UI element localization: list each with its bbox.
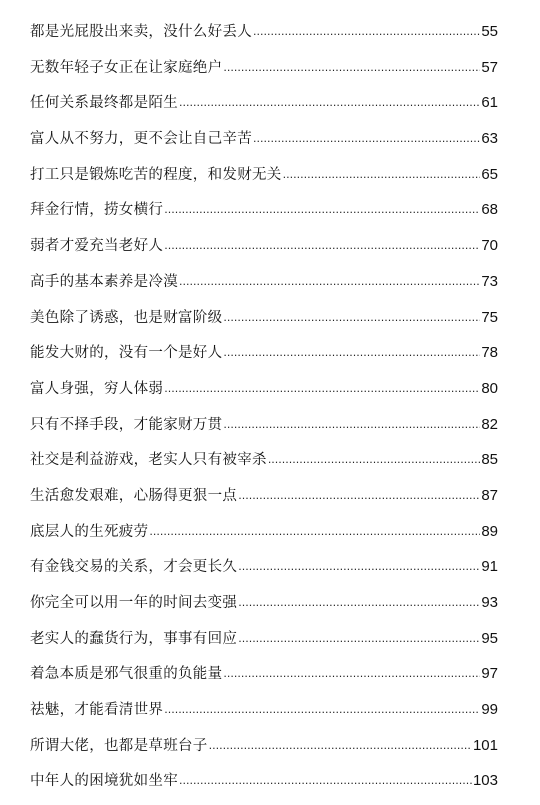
toc-entry-page: 97 <box>481 665 498 683</box>
toc-entry-page: 61 <box>481 94 498 112</box>
toc-dot-leader <box>209 728 472 764</box>
toc-entry[interactable] <box>30 264 498 300</box>
toc-entry[interactable] <box>30 656 498 692</box>
toc-entry-page: 99 <box>481 701 498 719</box>
toc-entry-page: 89 <box>481 522 498 540</box>
toc-entry-title: 都是光屁股出来卖，没什么好丢人 <box>30 24 252 40</box>
toc-entry[interactable] <box>30 728 498 764</box>
toc-dot-leader <box>223 300 480 336</box>
toc-dot-leader <box>238 549 480 585</box>
toc-entry-title: 美色除了诱惑，也是财富阶级 <box>30 309 223 326</box>
toc-entry[interactable] <box>30 85 498 121</box>
toc-dot-leader <box>164 192 480 228</box>
toc-entry-title: 底层人的生死疲劳 <box>30 523 149 540</box>
toc-entry-page: 91 <box>481 558 498 576</box>
toc-entry[interactable] <box>30 121 498 157</box>
table-of-contents <box>30 14 498 799</box>
toc-entry-title: 打工只是锻炼吃苦的程度，和发财无关 <box>30 166 282 183</box>
toc-entry-page: 73 <box>481 272 498 290</box>
toc-entry-title: 高手的基本素养是冷漠 <box>30 273 178 290</box>
toc-dot-leader <box>253 14 480 50</box>
toc-entry[interactable] <box>30 14 498 50</box>
toc-entry[interactable] <box>30 442 498 478</box>
toc-entry-title: 所谓大佬，也都是草班台子 <box>30 737 208 754</box>
toc-entry[interactable] <box>30 621 498 657</box>
toc-entry-page: 80 <box>481 379 498 397</box>
toc-entry[interactable] <box>30 371 498 407</box>
toc-entry-page: 82 <box>481 415 498 433</box>
toc-entry-title: 你完全可以用一年的时间去变强 <box>30 595 238 611</box>
toc-entry[interactable] <box>30 192 498 228</box>
toc-dot-leader <box>149 514 480 550</box>
toc-entry-page: 55 <box>481 23 498 40</box>
toc-entry-page: 78 <box>481 344 498 362</box>
toc-dot-leader <box>238 621 480 657</box>
toc-entry-title: 富人身强，穷人体弱 <box>30 380 164 397</box>
toc-entry-title: 社交是利益游戏，老实人只有被宰杀 <box>30 452 267 469</box>
toc-entry[interactable] <box>30 300 498 336</box>
toc-entry-page: 68 <box>481 201 498 219</box>
toc-entry-page: 93 <box>481 594 498 611</box>
toc-entry-page: 85 <box>481 451 498 469</box>
toc-entry-title: 弱者才爱充当老好人 <box>30 238 164 255</box>
toc-entry-title: 生活愈发艰难，心肠得更狠一点 <box>30 487 238 504</box>
toc-entry[interactable] <box>30 692 498 728</box>
toc-entry-page: 70 <box>481 237 498 255</box>
toc-entry[interactable] <box>30 228 498 264</box>
toc-dot-leader <box>179 264 480 300</box>
toc-entry[interactable] <box>30 335 498 371</box>
toc-dot-leader <box>164 692 480 728</box>
toc-entry[interactable] <box>30 50 498 86</box>
toc-entry-title: 祛魅，才能看清世界 <box>30 702 164 719</box>
toc-entry-title: 富人从不努力，更不会让自己辛苦 <box>30 131 252 148</box>
toc-dot-leader <box>238 585 480 621</box>
toc-dot-leader <box>179 763 472 799</box>
toc-dot-leader <box>223 407 480 443</box>
toc-dot-leader <box>283 157 481 193</box>
toc-entry-page: 95 <box>481 629 498 647</box>
toc-dot-leader <box>223 335 480 371</box>
toc-entry[interactable] <box>30 549 498 585</box>
toc-dot-leader <box>179 85 480 121</box>
toc-dot-leader <box>164 371 480 407</box>
toc-entry-page: 75 <box>481 308 498 326</box>
toc-entry-page: 101 <box>472 736 498 754</box>
toc-dot-leader <box>253 121 480 157</box>
toc-dot-leader <box>268 442 481 478</box>
toc-entry[interactable] <box>30 478 498 514</box>
toc-entry-title: 拜金行情，捞女横行 <box>30 202 164 219</box>
toc-entry-page: 63 <box>481 130 498 148</box>
toc-dot-leader <box>164 228 480 264</box>
toc-entry-title: 有金钱交易的关系，才会更长久 <box>30 559 238 576</box>
toc-entry[interactable] <box>30 763 498 799</box>
toc-entry-title: 老实人的蠢货行为，事事有回应 <box>30 630 238 647</box>
toc-entry-title: 只有不择手段，才能家财万贯 <box>30 416 223 433</box>
toc-entry-title: 着急本质是邪气很重的负能量 <box>30 666 223 683</box>
toc-entry-page: 65 <box>481 165 498 183</box>
toc-entry-title: 能发大财的，没有一个是好人 <box>30 345 223 362</box>
toc-dot-leader <box>238 478 480 514</box>
toc-entry[interactable] <box>30 585 498 621</box>
toc-entry-page: 103 <box>472 772 498 790</box>
toc-entry[interactable] <box>30 514 498 550</box>
toc-entry[interactable] <box>30 407 498 443</box>
toc-entry-page: 57 <box>481 58 498 76</box>
toc-entry-title: 无数年轻子女正在让家庭绝户 <box>30 59 223 76</box>
toc-dot-leader <box>223 50 480 86</box>
toc-dot-leader <box>223 656 480 692</box>
toc-entry-page: 87 <box>481 486 498 504</box>
toc-entry[interactable] <box>30 157 498 193</box>
toc-entry-title: 任何关系最终都是陌生 <box>30 95 178 112</box>
toc-entry-title: 中年人的困境犹如坐牢 <box>30 773 178 790</box>
